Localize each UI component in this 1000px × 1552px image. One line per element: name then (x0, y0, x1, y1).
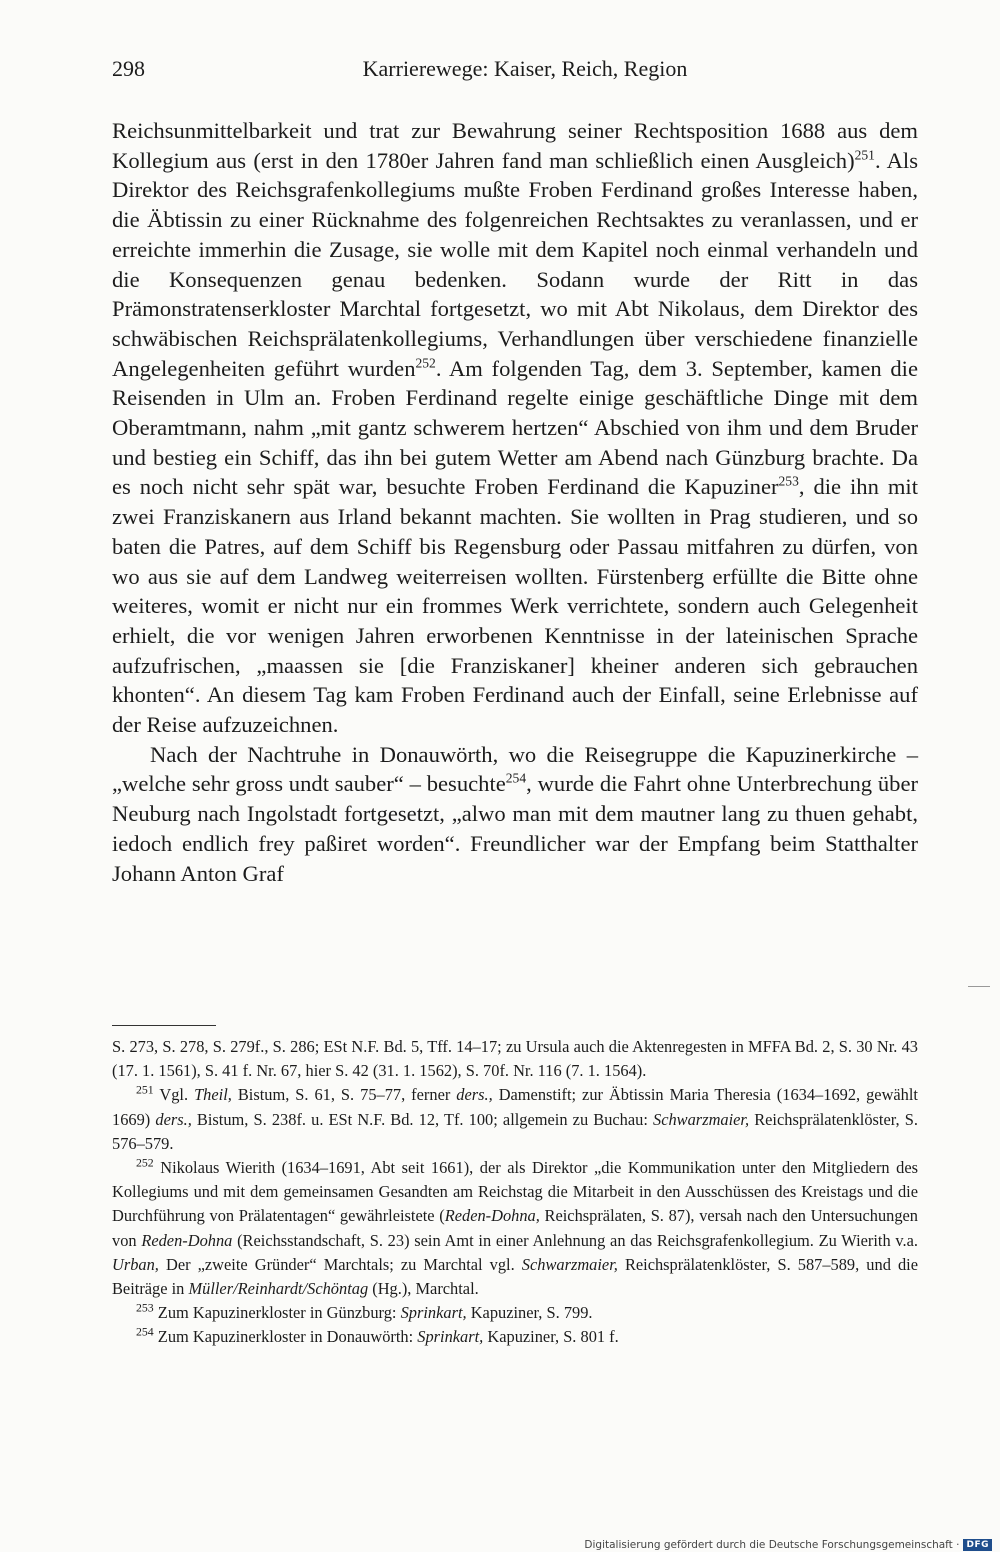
author-name: Schwarzmaier, (653, 1109, 750, 1129)
text-run: . Am folgenden Tag, dem 3. September, kamen die Reisenden in Ulm an. Froben Ferdinand regelte einige geschäftliche Dinge mit dem Oberamtmann, nahm „mit gantz schwerem hertzen“ Abschied von ihm und dem Bruder und bestieg ein Schiff, das ihn bei gutem Wetter am Abend nach Günzburg brachte. Da es noch nicht sehr spät war, besuchte Froben Ferdinand die Kapuziner (112, 355, 918, 500)
footnote-continuation: S. 273, S. 278, S. 279f., S. 286; ESt N.F. Bd. 5, Tff. 14–17; zu Ursula auch die Aktenregesten in MFFA Bd. 2, S. 30 Nr. 43 (17. 1. 1561), S. 41 f. Nr. 67, hier S. 42 (31. 1. 1562), S. 70f. Nr. 116 (7. 1. 1564). (112, 1037, 918, 1081)
author-name: Theil, (194, 1085, 232, 1105)
text-run: . Als Direktor des Reichsgrafenkollegiums mußte Froben Ferdinand großes Interesse haben, die Äbtissin zu einer Rücknahme des folgenreichen Rechtsaktes zu veranlassen, und er erreichte immerhin die Zusage, sie wolle mit dem Kapitel noch einmal verhandeln und die Konsequenzen genau bedenken. Sodann wurde der Ritt in das Prämonstratenserkloster Marchtal fortgesetzt, wo mit Abt Nikolaus, dem Direktor des schwäbischen Reichsprälatenkollegiums, Verhandlungen über verschiedene finanzielle Angelegenheiten geführt wurden (112, 147, 919, 381)
footnote-number: 251 (136, 1082, 154, 1097)
text-run: Zum Kapuzinerkloster in Günzburg: (153, 1303, 401, 1323)
footnote-254 (112, 1325, 918, 1349)
text-run: Reichsprälaten, S. 87), versah nach den Untersuchungen von (112, 1206, 919, 1250)
footnote-number: 254 (136, 1324, 154, 1339)
digitization-credit (584, 1539, 992, 1551)
footnotes (112, 1035, 918, 1350)
author-name: Sprinkart, (417, 1327, 484, 1347)
footnote-253 (112, 1301, 918, 1325)
footnote-ref-252[interactable]: 252 (415, 355, 436, 371)
text-run: Kapuziner, S. 801 f. (483, 1327, 619, 1347)
author-name: Reden-Dohna, (444, 1206, 540, 1226)
author-name: Urban, (112, 1254, 159, 1274)
running-title: Karrierewege: Kaiser, Reich, Region (362, 56, 688, 81)
footnote-ref-254[interactable]: 254 (505, 770, 527, 786)
author-name: Schwarzmaier, (521, 1254, 618, 1274)
margin-mark (968, 986, 990, 987)
footnote-separator (112, 1025, 216, 1026)
paragraph-1 (112, 116, 918, 740)
text-run: Bistum, S. 238f. u. ESt N.F. Bd. 12, Tf. 100; allgemein zu Buchau: (191, 1109, 654, 1129)
author-name: Sprinkart, (400, 1303, 467, 1323)
author-name: ders., (456, 1085, 493, 1105)
footnote-number: 252 (136, 1155, 154, 1170)
text-run: , wurde die Fahrt ohne Unterbrechung über Neuburg nach Ingolstadt fortgesetzt, „alwo man mit dem mautner lang zu thuen gehabt, iedoch endlich frey paßiret worden“. Freundlicher war der Empfang beim Statthalter Johann Anton Graf (112, 771, 919, 886)
text-run: , die ihn mit zwei Franziskanern aus Irland bekannt machten. Sie wollten in Prag studieren, und so baten die Patres, auf dem Schiff bis Regensburg oder Passau mitfahren zu dürfen, von wo aus sie auf dem Landweg weiterreisen wollten. Fürstenberg erfüllte die Bitte ohne weiteres, womit er nicht nur ein frommes Werk verrichtete, sondern auch Gelegenheit erhielt, die vor wenigen Jahren erworbenen Kenntnisse in der lateinischen Sprache aufzufrischen, „maassen sie [die Franziskaner] kheiner anderen sich gebrauchen khonten“. An diesem Tag kam Froben Ferdinand auch der Einfall, seine Erlebnisse auf der Reise aufzuzeichnen. (112, 474, 918, 738)
text-run: (Reichsstandschaft, S. 23) sein Amt in einer Anlehnung an das Reichsgrafenkollegium. Zu Wierith v.a. (232, 1230, 918, 1250)
text-run: Reichsprälatenklöster, S. 576–579. (112, 1109, 918, 1153)
text-run: Vgl. (153, 1085, 195, 1105)
text-run: Der „zweite Gründer“ Marchtals; zu Marchtal vgl. (158, 1254, 522, 1274)
page-number: 298 (112, 56, 145, 81)
text-run: Reichsprälatenklöster, S. 587–589, und die Beiträge in (112, 1254, 918, 1299)
text-run: Nach der Nachtruhe in Donauwörth, wo die Reisegruppe die Kapuzinerkirche – „welche sehr gross undt sauber“ – besuchte (112, 741, 918, 797)
dfg-logo: DFG (963, 1539, 992, 1551)
page-header (112, 56, 918, 90)
text-run: Nikolaus Wierith (1634–1691, Abt seit 1661), der als Direktor „die Kommunikation unter den Mitgliedern des Kollegiums und mit dem gemeinsamen Gesandten am Reichstag die Mitarbeit in den Ausschüssen des Kreistags und die Durchführung von Prälatentagen“ gewährleistete ( (112, 1158, 918, 1226)
text-run: Reichsunmittelbarkeit und trat zur Bewahrung seiner Rechtsposition 1688 aus dem Kollegium aus (erst in den 1780er Jahren fand man schließlich einen Ausgleich) (112, 118, 918, 173)
footnote-ref-251[interactable]: 251 (854, 147, 875, 163)
footnote-number: 253 (136, 1300, 154, 1315)
footnote-252 (112, 1156, 918, 1301)
text-run: Kapuziner, S. 799. (466, 1303, 593, 1323)
credit-text: Digitalisierung gefördert durch die Deutsche Forschungsgemeinschaft · (584, 1539, 960, 1551)
text-run: Bistum, S. 61, S. 75–77, ferner (231, 1085, 457, 1105)
author-name: ders., (155, 1109, 192, 1129)
footnote-ref-253[interactable]: 253 (778, 473, 799, 489)
text-run: Damenstift; zur Äbtissin Maria Theresia (1634–1692, gewählt 1669) (112, 1085, 918, 1129)
text-run: (Hg.), Marchtal. (368, 1279, 479, 1299)
author-name: Müller/Reinhardt/Schöntag (188, 1279, 369, 1299)
author-name: Reden-Dohna (141, 1230, 233, 1250)
footnote-251 (112, 1083, 918, 1156)
main-text (112, 116, 918, 888)
text-run: Zum Kapuzinerkloster in Donauwörth: (153, 1327, 418, 1347)
paragraph-2 (112, 740, 918, 889)
